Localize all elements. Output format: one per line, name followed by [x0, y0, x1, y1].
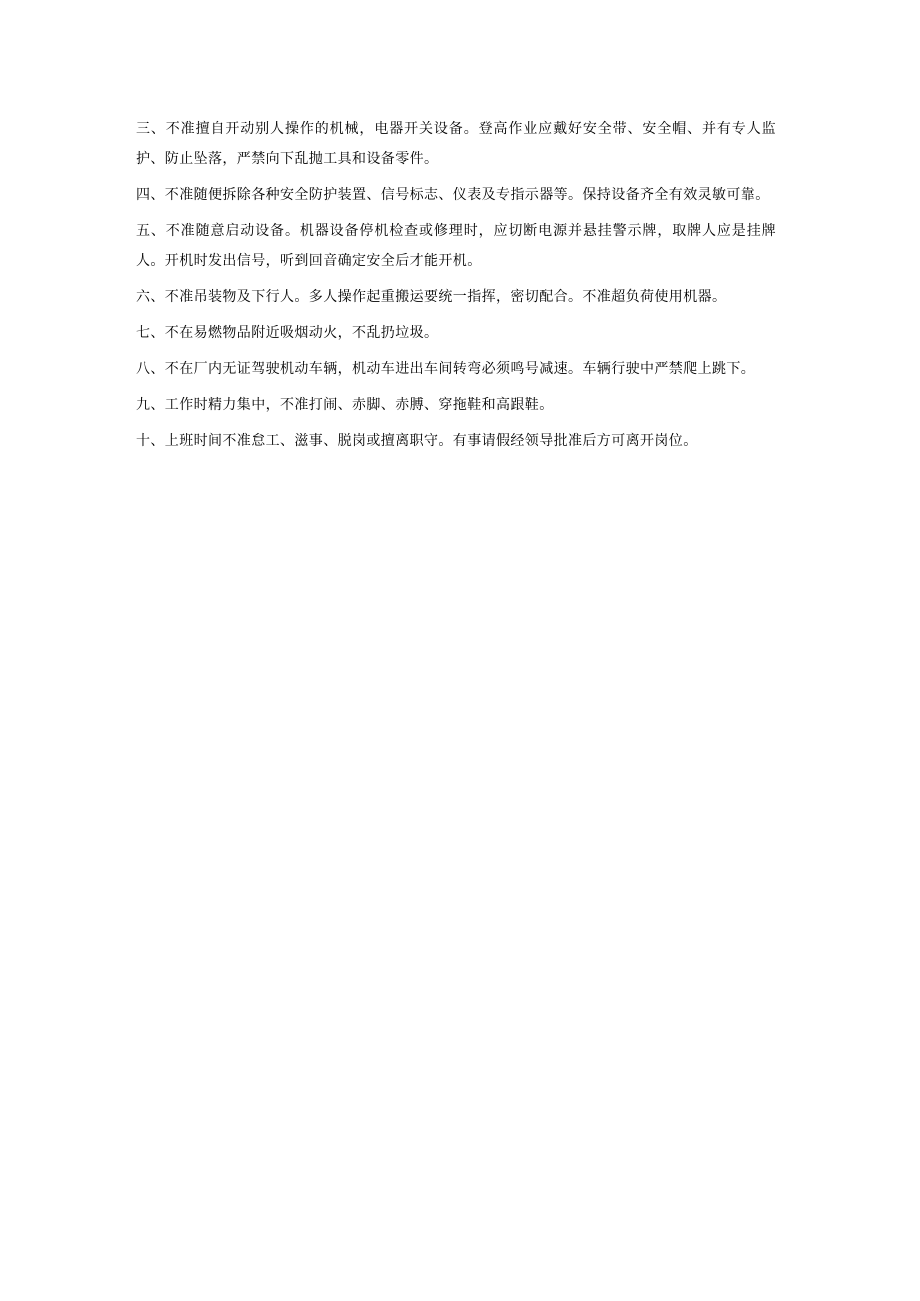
rule-8: 八、不在厂内无证驾驶机动车辆，机动车进出车间转弯必须鸣号减速。车辆行驶中严禁爬上跳下。 — [136, 361, 756, 377]
rule-7: 七、不在易燃物品附近吸烟动火，不乱扔垃圾。 — [136, 325, 439, 341]
rule-6: 六、不准吊装物及下行人。多人操作起重搬运要统一指挥，密切配合。不准超负荷使用机器。 — [136, 289, 727, 305]
rule-3: 三、不准擅自开动别人操作的机械，电器开关设备。登高作业应戴好安全带、安全帽、并有专人监护、防止坠落，严禁向下乱抛工具和设备零件。 — [136, 121, 776, 167]
rule-5: 五、不准随意启动设备。机器设备停机检查或修理时，应切断电源并悬挂警示牌，取牌人应是挂牌人。开机时发出信号，听到回音确定安全后才能开机。 — [136, 223, 776, 269]
rule-9: 九、工作时精力集中，不准打闹、赤脚、赤膊、穿拖鞋和高跟鞋。 — [136, 397, 554, 413]
safety-rules-list — [136, 114, 776, 462]
rule-10: 十、上班时间不准怠工、滋事、脱岗或擅离职守。有事请假经领导批准后方可离开岗位。 — [136, 433, 698, 449]
rule-4: 四、不准随便拆除各种安全防护装置、信号标志、仪表及专指示器等。保持设备齐全有效灵敏可靠。 — [136, 187, 770, 203]
